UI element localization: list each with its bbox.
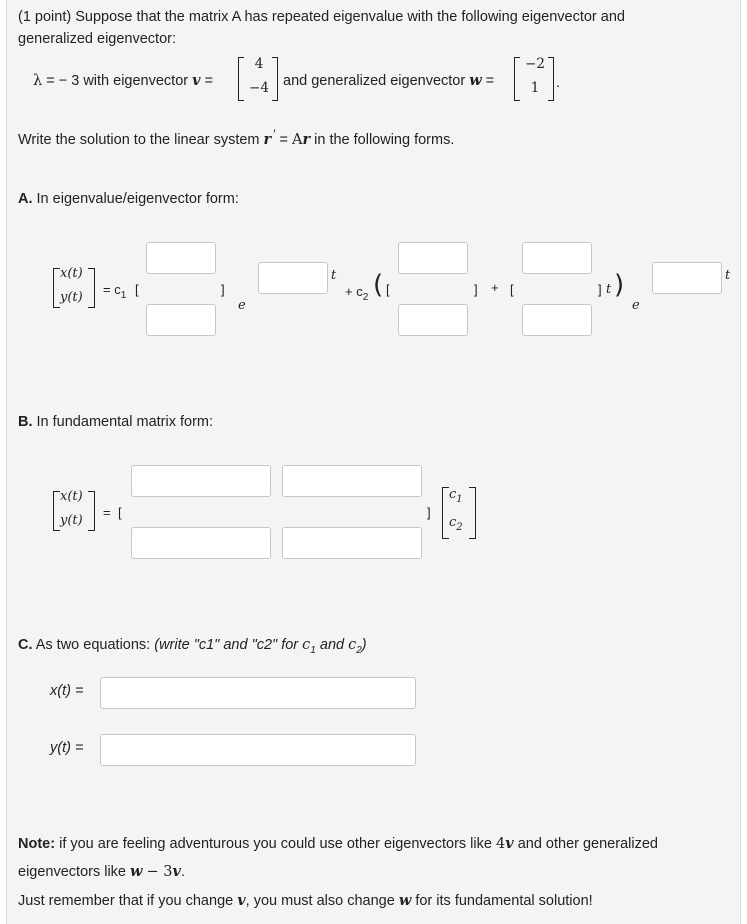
note-four: 4	[495, 836, 506, 852]
a-exponent-2-input[interactable]	[652, 262, 722, 294]
note-line-3a: Just remember that if you change	[18, 893, 234, 909]
intro-line-1: (1 point) Suppose that the matrix A has repeated eigenvalue with the following eigenvector and	[18, 9, 625, 25]
b-c-right-bracket	[469, 487, 476, 539]
b-c-left-bracket	[442, 487, 449, 539]
b-equals: =	[103, 505, 111, 520]
prime-symbol: ′	[273, 127, 276, 141]
c-y-input[interactable]	[100, 734, 416, 766]
part-b-label: B.	[18, 414, 33, 430]
a-vector-2-bottom-input[interactable]	[398, 304, 468, 336]
a-close-bracket-1: ]	[221, 282, 225, 297]
v-equals: =	[204, 73, 214, 89]
a-c2-sub: 2	[362, 292, 369, 303]
part-b-title: In fundamental matrix form:	[36, 414, 214, 430]
note-line-1	[18, 833, 658, 855]
a-t-multiplier: t	[606, 282, 612, 297]
a-eq-c1-text: = c	[103, 282, 121, 297]
a-vector-1-top-input[interactable]	[146, 242, 216, 274]
a-paren-open: (	[373, 270, 384, 300]
b-xy-left-bracket	[53, 491, 60, 531]
note-line-3b: , you must also change	[245, 893, 395, 909]
b-xy-right-bracket	[88, 491, 95, 531]
b-c1	[449, 487, 463, 505]
w-entry-1: −2	[525, 56, 545, 72]
b-matrix-12-input[interactable]	[282, 465, 422, 497]
b-c2-letter: c	[449, 515, 457, 530]
r-symbol: r	[263, 131, 272, 148]
note-label: Note:	[18, 836, 56, 852]
period: .	[556, 75, 561, 91]
a-e-2: e	[632, 298, 640, 313]
note-w3: w	[398, 892, 412, 909]
a-plus: +	[491, 280, 499, 295]
note-v2: v	[172, 863, 181, 880]
b-c1-letter: c	[449, 487, 457, 502]
part-a-label: A.	[18, 191, 33, 207]
a-close-bracket-2: ]	[474, 282, 478, 297]
a-vector-3-bottom-input[interactable]	[522, 304, 592, 336]
b-y-label: y(t)	[60, 513, 83, 528]
v-right-bracket	[272, 57, 278, 101]
w-entry-2: 1	[530, 80, 540, 96]
a-plus-c2-text: + c	[345, 284, 363, 299]
a-paren-close: )	[614, 270, 625, 300]
a-close-bracket-3: ]	[598, 282, 602, 297]
system-statement	[18, 129, 454, 151]
b-matrix-11-input[interactable]	[131, 465, 271, 497]
part-c-c2: c	[348, 637, 357, 653]
a-xy-left-bracket	[53, 268, 60, 308]
lambda-symbol: λ	[33, 73, 43, 89]
system-text-before: Write the solution to the linear system	[18, 132, 260, 148]
w-equals: =	[485, 73, 495, 89]
eigenvalue-statement	[33, 70, 213, 92]
part-c-title: As two equations:	[35, 637, 151, 653]
v-entry-2: −4	[249, 80, 269, 96]
a-e-1: e	[238, 298, 246, 313]
part-c-c1: c	[302, 637, 311, 653]
v-entry-1: 4	[254, 56, 264, 72]
part-c-label: C.	[18, 637, 33, 653]
a-exponent-1-input[interactable]	[258, 262, 328, 294]
r-symbol-2: r	[302, 131, 311, 148]
note-v: v	[505, 835, 514, 852]
part-c-instruction	[154, 637, 367, 656]
A-symbol: A	[291, 132, 303, 148]
a-vector-1-bottom-input[interactable]	[146, 304, 216, 336]
part-c-c1-sub: 1	[310, 645, 316, 656]
note-line-2a: eigenvectors like	[18, 864, 126, 880]
note-line-2-end: .	[180, 864, 185, 880]
note-minus3: − 3	[146, 864, 173, 880]
note-w: w	[130, 863, 143, 880]
note-line-3c: for its fundamental solution!	[415, 893, 593, 909]
note-v3: v	[237, 892, 246, 909]
part-c-heading	[18, 634, 367, 658]
part-c-instruction-text: (write "c1" and "c2" for	[154, 637, 299, 653]
part-c-and: and	[319, 637, 345, 653]
w-symbol: w	[469, 72, 482, 89]
part-a-title: In eigenvalue/eigenvector form:	[36, 191, 239, 207]
intro-line-2: generalized eigenvector:	[18, 31, 176, 47]
eigenvalue-text: = − 3 with eigenvector	[46, 73, 189, 89]
a-t-1: t	[331, 268, 337, 283]
system-equals: =	[279, 132, 288, 148]
b-matrix-22-input[interactable]	[282, 527, 422, 559]
b-close-bracket: ]	[427, 505, 431, 520]
a-y-label: y(t)	[60, 290, 83, 305]
a-plus-c2	[345, 284, 369, 303]
system-text-after: in the following forms.	[314, 132, 455, 148]
w-right-bracket	[548, 57, 554, 101]
note-line-1a: if you are feeling adventurous you could use other eigenvectors like	[59, 836, 492, 852]
a-c1-sub: 1	[120, 290, 127, 301]
a-vector-3-top-input[interactable]	[522, 242, 592, 274]
a-open-bracket-2: [	[386, 282, 390, 297]
c-x-label: x(t) =	[50, 683, 84, 699]
b-open-bracket: [	[118, 505, 122, 520]
note-line-3	[18, 890, 593, 912]
b-c2	[449, 515, 463, 533]
v-symbol: v	[192, 72, 201, 89]
part-b-heading	[18, 411, 213, 433]
a-eq-c1	[103, 282, 127, 301]
c-x-input[interactable]	[100, 677, 416, 709]
note-line-2	[18, 861, 185, 883]
b-matrix-21-input[interactable]	[131, 527, 271, 559]
a-xy-right-bracket	[88, 268, 95, 308]
a-vector-2-top-input[interactable]	[398, 242, 468, 274]
b-c1-sub: 1	[456, 494, 463, 505]
b-x-label: x(t)	[60, 489, 83, 504]
a-open-bracket-3: [	[510, 282, 514, 297]
and-generalized-text: and generalized eigenvector	[283, 73, 466, 89]
c-y-label: y(t) =	[50, 740, 84, 756]
part-c-c2-sub: 2	[356, 645, 362, 656]
note-line-1b: and other generalized	[517, 836, 658, 852]
a-open-bracket-1: [	[135, 282, 139, 297]
a-x-label: x(t)	[60, 266, 83, 281]
generalized-statement	[283, 70, 494, 92]
part-c-close-paren: )	[361, 637, 367, 653]
part-a-heading	[18, 188, 239, 210]
b-c2-sub: 2	[456, 522, 463, 533]
a-t-2: t	[725, 268, 731, 283]
